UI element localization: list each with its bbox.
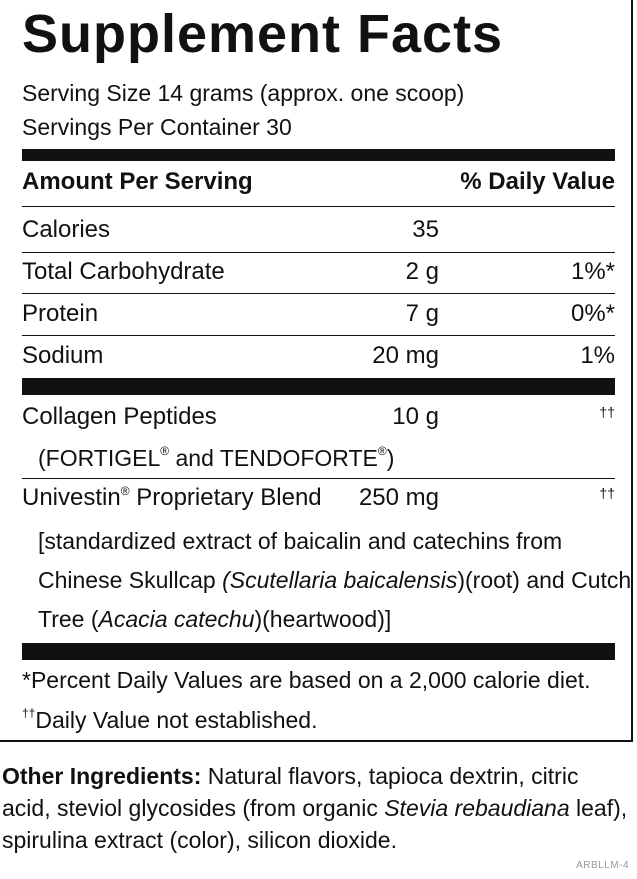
amount-header: Amount Per Serving xyxy=(22,168,253,195)
divider xyxy=(22,293,615,294)
nutrient-amount: 7 g xyxy=(405,300,439,327)
divider xyxy=(22,252,615,253)
divider xyxy=(22,478,615,479)
dv-header: % Daily Value xyxy=(460,168,615,195)
blend-description: Tree (Acacia catechu)(heartwood)] xyxy=(38,606,392,632)
product-code: ARBLLM-4 xyxy=(576,860,629,871)
thick-divider xyxy=(22,149,615,161)
ingredient-amount: 250 mg xyxy=(358,484,439,511)
nutrient-name: Calories xyxy=(22,216,111,243)
nutrient-name: Total Carbohydrate xyxy=(22,258,225,285)
ingredient-amount: 10 g xyxy=(392,403,439,430)
footnote-daily-values: *Percent Daily Values are based on a 2,000 calorie diet. xyxy=(22,667,591,693)
blend-description: [standardized extract of baicalin and catechins from xyxy=(38,528,563,554)
ingredient-name: Collagen Peptides xyxy=(22,403,217,430)
ingredient-dv: †† xyxy=(599,485,615,501)
serving-size: Serving Size 14 grams (approx. one scoop) xyxy=(22,80,465,106)
servings-per-container: Servings Per Container 30 xyxy=(22,114,292,140)
nutrient-amount: 35 xyxy=(412,216,439,243)
divider xyxy=(22,335,615,336)
panel-title: Supplement Facts xyxy=(22,4,504,64)
nutrient-name: Sodium xyxy=(22,342,104,369)
nutrient-amount: 20 mg xyxy=(372,342,439,369)
nutrient-name: Protein xyxy=(22,300,99,327)
footnote-not-established: ††Daily Value not established. xyxy=(22,706,318,733)
ingredient-name: Univestin® Proprietary Blend xyxy=(22,484,322,511)
ingredient-dv: †† xyxy=(599,404,615,420)
other-ingredients: Other Ingredients: Natural flavors, tapioca dextrin, citric acid, steviol glycosides (from organic Stevia rebaudiana leaf), spirulina extract (color), silicon dioxide. xyxy=(2,763,628,853)
divider xyxy=(22,206,615,207)
thick-divider xyxy=(22,378,615,395)
nutrient-amount: 2 g xyxy=(405,258,439,285)
nutrient-dv: 1% xyxy=(580,342,615,369)
nutrient-dv: 1%* xyxy=(570,258,615,285)
thick-divider xyxy=(22,643,615,660)
blend-description: Chinese Skullcap (Scutellaria baicalensis)(root) and Cutch xyxy=(38,567,632,593)
nutrient-dv: 0%* xyxy=(570,300,615,327)
collagen-brands: (FORTIGEL® and TENDOFORTE®) xyxy=(38,444,395,471)
